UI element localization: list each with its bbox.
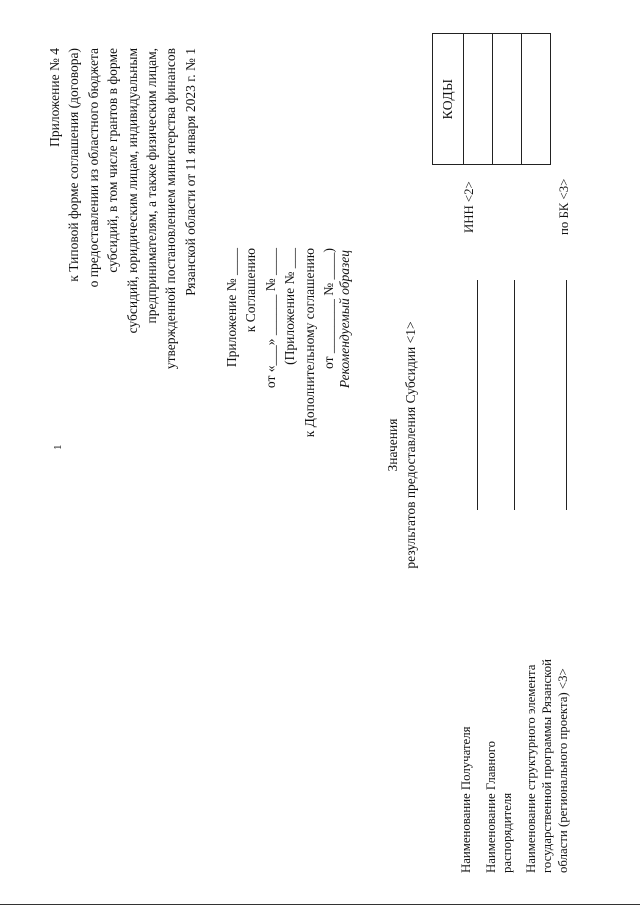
appendix-line: о предоставлении из областного бюджета bbox=[85, 48, 101, 288]
bk-code-cell bbox=[522, 34, 551, 165]
manager-code-cell bbox=[493, 34, 522, 165]
agreement-line: от «___» ______ № ____ bbox=[262, 248, 278, 389]
title-line-1: Значения bbox=[385, 418, 400, 472]
recipient-name-label: Наименование Получателя bbox=[459, 726, 473, 873]
main-manager-label bbox=[483, 741, 515, 873]
appendix-line: субсидий, юридическим лицам, индивидуальным bbox=[124, 48, 140, 334]
program-element-label bbox=[523, 659, 571, 873]
appendix-line: субсидий, в том числе грантов в форме bbox=[105, 48, 121, 273]
agreement-line: от ________ № ____) bbox=[321, 248, 337, 369]
program-element-label-line: области (регионального проекта) <3> bbox=[556, 668, 570, 873]
codes-table bbox=[432, 33, 551, 165]
appendix-line: к Типовой форме соглашения (договора) bbox=[66, 48, 82, 282]
inn-code-cell bbox=[464, 34, 493, 165]
main-manager-label-line: распорядителя bbox=[500, 792, 514, 873]
title-line-2: результатов предоставления Субсидии <1> bbox=[403, 321, 418, 569]
program-element-label-line: Наименование структурного элемента bbox=[524, 664, 538, 873]
agreement-line: к Дополнительному соглашению bbox=[301, 248, 317, 438]
agreement-line: Приложение № ____ bbox=[224, 248, 239, 368]
appendix-line: предпринимателям, а также физическим лицам, bbox=[144, 48, 160, 324]
inn-label: ИНН <2> bbox=[462, 181, 476, 233]
appendix-line: Приложение № 4 bbox=[47, 48, 62, 147]
appendix-line: Рязанской области от 11 января 2023 г. № 1 bbox=[182, 48, 198, 296]
program-element-line bbox=[566, 280, 567, 510]
appendix-header bbox=[45, 48, 200, 369]
recipient-name-line bbox=[477, 280, 478, 510]
main-manager-label-line: Наименование Главного bbox=[484, 740, 498, 873]
page-number: 1 bbox=[52, 444, 64, 450]
appendix-line: утвержденной постановлением министерства финансов bbox=[163, 48, 179, 370]
main-manager-line bbox=[514, 280, 515, 510]
recommended-sample-note: Рекомендуемый образец bbox=[337, 250, 352, 389]
agreement-line: к Соглашению bbox=[243, 248, 259, 333]
codes-header: КОДЫ bbox=[433, 34, 464, 165]
agreement-reference bbox=[222, 248, 338, 437]
document-title bbox=[384, 285, 420, 605]
bk-code-label: по БК <3> bbox=[557, 178, 571, 235]
agreement-line: (Приложение № ___ bbox=[282, 248, 298, 365]
program-element-label-line: государственной программы Рязанской bbox=[540, 659, 554, 873]
